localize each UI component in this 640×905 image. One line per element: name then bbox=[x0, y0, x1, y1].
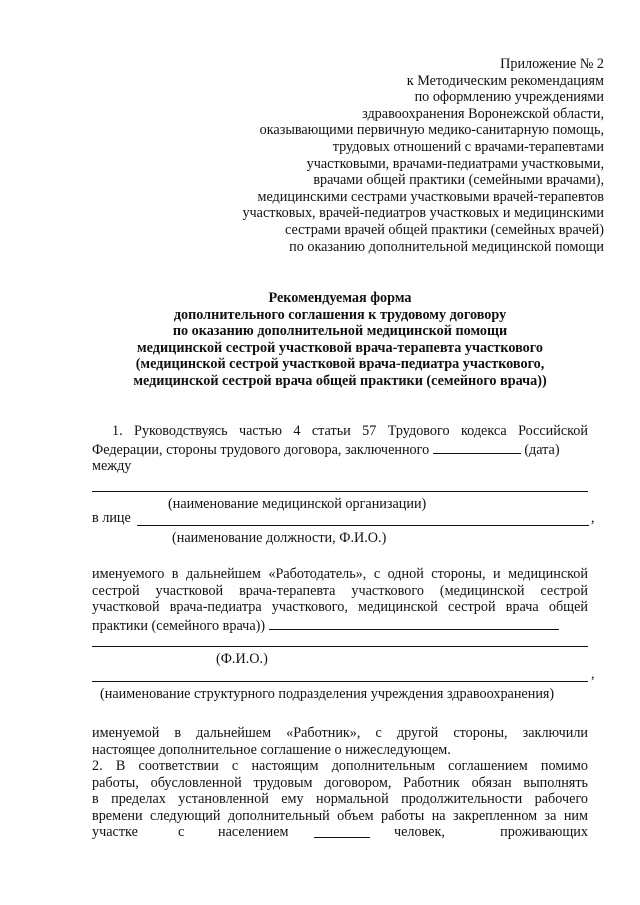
header-line: участковыми, врачами-педиатрами участковыми, bbox=[306, 155, 604, 172]
worker-paragraph bbox=[92, 725, 588, 758]
header-line: участковых, врачей-педиатров участковых и медицинскими bbox=[242, 205, 604, 222]
header-line: Приложение № 2 bbox=[500, 56, 604, 72]
date-blank-field[interactable] bbox=[433, 440, 521, 454]
clause-1-intro bbox=[92, 423, 588, 475]
employer-line bbox=[92, 616, 588, 635]
clause-2-line: времени следующий дополнительный объем работы на закрепленном за ним bbox=[92, 807, 588, 824]
v-litse-label: в лице bbox=[92, 510, 131, 526]
worker-line: настоящее дополнительное соглашение о нижеследующем. bbox=[92, 741, 451, 758]
clause-1-line-date bbox=[92, 440, 588, 459]
clause-1-text: Федерации, стороны трудового договора, заключенного bbox=[92, 441, 430, 458]
employer-paragraph bbox=[92, 566, 588, 634]
clause-2-line-population bbox=[92, 824, 588, 841]
position-caption: (наименование должности, Ф.И.О.) bbox=[172, 530, 387, 546]
org-name-caption: (наименование медицинской организации) bbox=[168, 496, 427, 512]
word-s: с bbox=[178, 824, 185, 841]
title-line: медицинской сестрой врача общей практики (семейного врача)) bbox=[133, 372, 547, 389]
appendix-header bbox=[184, 56, 604, 255]
employer-line-text: практики (семейного врача)) bbox=[92, 617, 266, 634]
comma: , bbox=[591, 666, 595, 682]
employer-line: именуемого в дальнейшем «Работодатель», с одной стороны, и медицинской bbox=[92, 566, 588, 582]
header-line: медицинскими сестрами участковыми врачей-терапевтов bbox=[257, 188, 604, 205]
employer-line: участковой врача-педиатра участкового, медицинской сестрой врача общей bbox=[92, 599, 588, 616]
title-line: дополнительного соглашения к трудовому договору bbox=[173, 306, 507, 323]
clause-2-line: 2. В соответствии с настоящим дополнительным соглашением помимо bbox=[92, 758, 588, 774]
fio-caption: (Ф.И.О.) bbox=[216, 651, 268, 667]
title-line: по оказанию дополнительной медицинской помощи bbox=[172, 323, 508, 340]
clause-2 bbox=[92, 758, 588, 841]
unit-blank-field[interactable] bbox=[92, 681, 588, 682]
header-line: трудовых отношений с врачами-терапевтами bbox=[332, 138, 604, 155]
comma: , bbox=[591, 510, 595, 526]
date-label: (дата) bbox=[524, 441, 560, 458]
clause-2-line: работы, обусловленной трудовым договором, Работник обязан выполнять bbox=[92, 774, 588, 791]
clause-2-line: в пределах установленной ему нормальной продолжительности рабочего bbox=[92, 791, 588, 808]
header-line: врачами общей практики (семейными врачами), bbox=[313, 172, 604, 189]
header-line: оказывающими первичную медико-санитарную помощь, bbox=[259, 122, 604, 139]
form-title bbox=[60, 290, 620, 390]
word-uchastke: участке bbox=[92, 824, 138, 841]
fio-blank-field[interactable] bbox=[92, 646, 588, 647]
header-line: к Методическим рекомендациям bbox=[406, 72, 604, 89]
title-line: Рекомендуемая форма bbox=[268, 290, 412, 306]
header-line: по оказанию дополнительной медицинской помощи bbox=[289, 238, 604, 255]
header-line: здравоохранения Воронежской области, bbox=[362, 105, 604, 122]
clause-1-line: 1. Руководствуясь частью 4 статьи 57 Трудового кодекса Российской bbox=[112, 423, 588, 439]
word-chelovek: человек, bbox=[394, 824, 445, 841]
clause-1-line: между bbox=[92, 458, 132, 475]
word-naseleniem: населением bbox=[218, 824, 289, 841]
employer-line: сестрой участковой врача-терапевта участкового (медицинской сестрой bbox=[92, 582, 588, 599]
header-line: по оформлению учреждениями bbox=[414, 89, 604, 106]
word-prozhivayushchikh: проживающих bbox=[500, 824, 588, 841]
worker-line: именуемой в дальнейшем «Работник», с другой стороны, заключили bbox=[92, 725, 588, 741]
population-count-blank-field[interactable] bbox=[314, 824, 370, 838]
unit-caption: (наименование структурного подразделения учреждения здравоохранения) bbox=[100, 686, 555, 702]
position-blank-field[interactable] bbox=[137, 525, 589, 526]
employee-name-blank-field[interactable] bbox=[269, 616, 559, 630]
header-line: сестрами врачей общей практики (семейных врачей) bbox=[285, 221, 604, 238]
org-name-blank-field[interactable] bbox=[92, 491, 588, 492]
title-line: (медицинской сестрой участковой врача-педиатра участкового, bbox=[135, 356, 545, 373]
title-line: медицинской сестрой участковой врача-терапевта участкового bbox=[137, 339, 543, 356]
